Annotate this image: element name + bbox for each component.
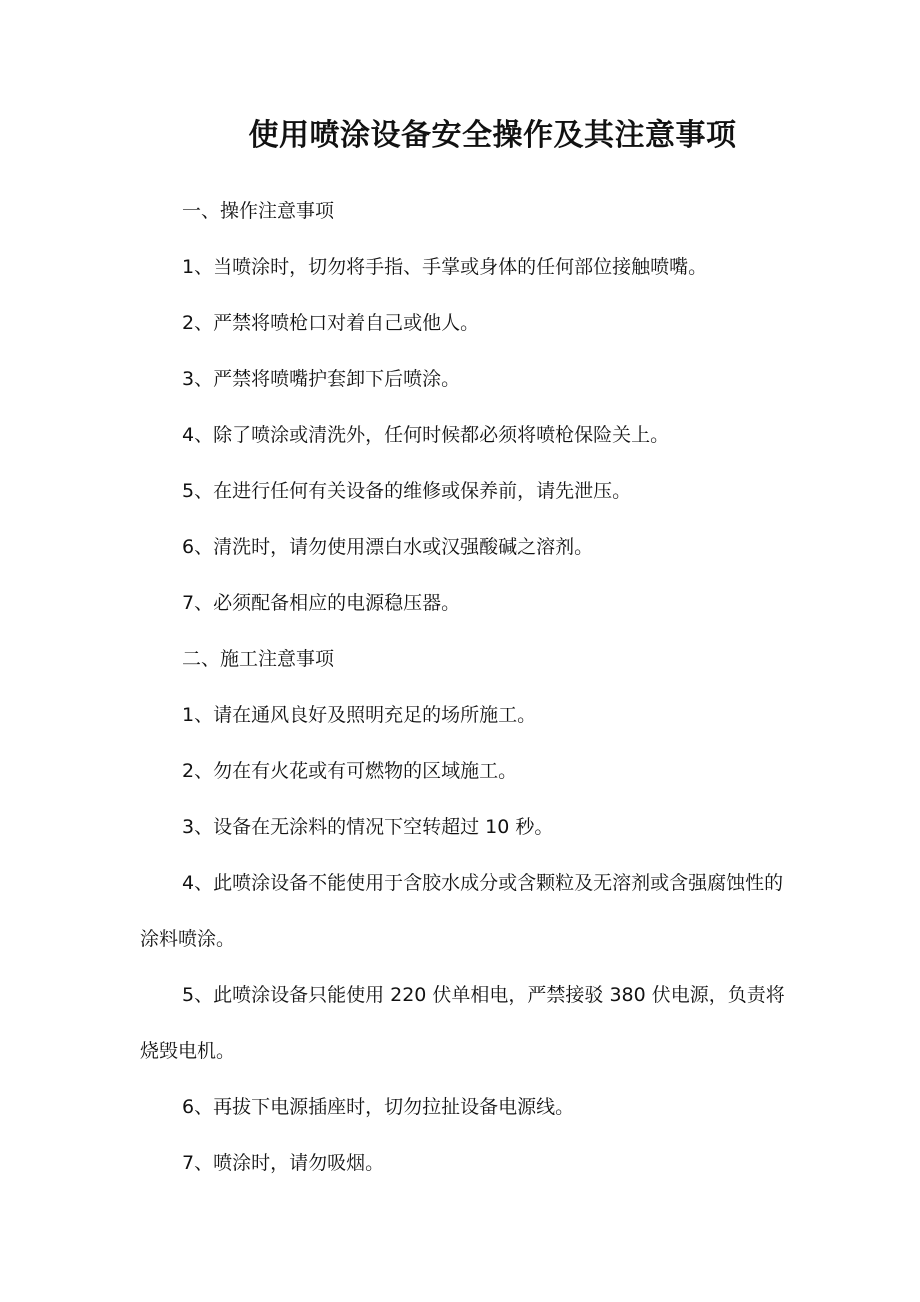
operation-item-4: 4、除了喷涂或清洗外，任何时候都必须将喷枪保险关上。 <box>182 424 670 446</box>
section-heading-construction: 二、施工注意事项 <box>182 648 335 670</box>
document-title: 使用喷涂设备安全操作及其注意事项 <box>248 118 737 153</box>
construction-item-2: 2、勿在有火花或有可燃物的区域施工。 <box>182 760 518 782</box>
operation-item-5: 5、在进行任何有关设备的维修或保养前，请先泄压。 <box>182 480 632 502</box>
operation-item-3: 3、严禁将喷嘴护套卸下后喷涂。 <box>182 368 461 390</box>
operation-item-1: 1、当喷涂时，切勿将手指、手掌或身体的任何部位接触喷嘴。 <box>182 256 708 278</box>
operation-item-2: 2、严禁将喷枪口对着自己或他人。 <box>182 312 480 334</box>
section-heading-operation: 一、操作注意事项 <box>182 200 335 222</box>
construction-item-7: 7、喷涂时，请勿吸烟。 <box>182 1152 385 1174</box>
construction-item-3: 3、设备在无涂料的情况下空转超过 10 秒。 <box>182 816 554 838</box>
construction-item-1: 1、请在通风良好及照明充足的场所施工。 <box>182 704 537 726</box>
operation-item-6: 6、清洗时，请勿使用漂白水或汉强酸碱之溶剂。 <box>182 536 594 558</box>
construction-item-6: 6、再拔下电源插座时，切勿拉扯设备电源线。 <box>182 1096 575 1118</box>
construction-item-4: 4、此喷涂设备不能使用于含胶水成分或含颗粒及无溶剂或含强腐蚀性的涂料喷涂。 <box>140 872 784 950</box>
operation-item-7: 7、必须配备相应的电源稳压器。 <box>182 592 461 614</box>
construction-item-5: 5、此喷涂设备只能使用 220 伏单相电，严禁接驳 380 伏电源，负责将烧毁电机。 <box>140 984 785 1062</box>
